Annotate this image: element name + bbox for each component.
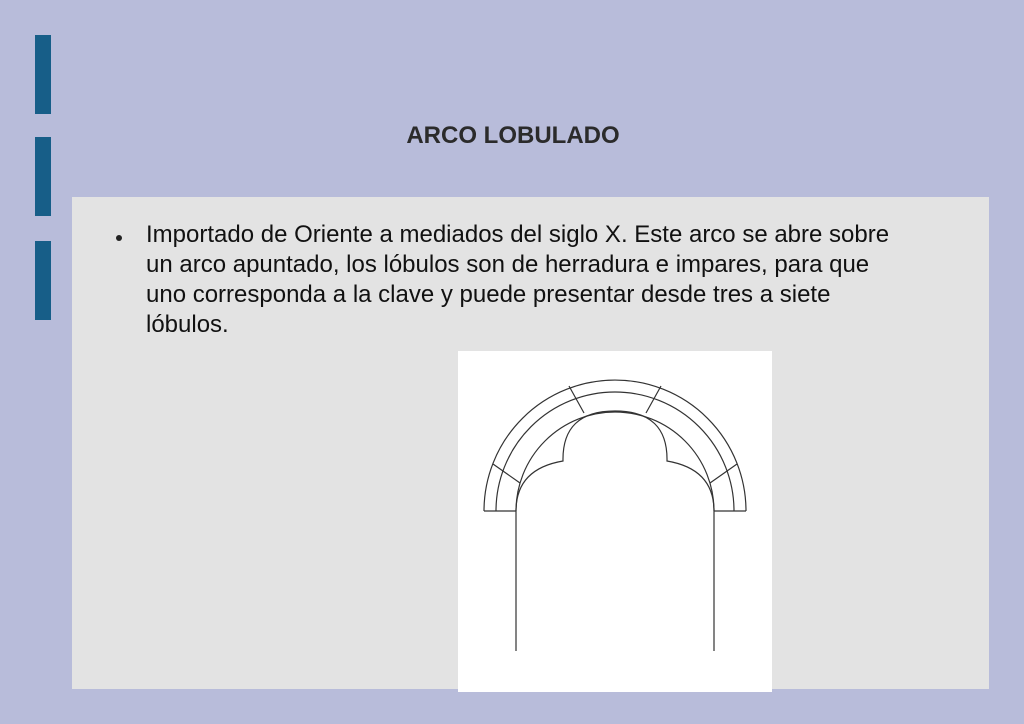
content-panel — [72, 197, 989, 689]
lobed-arch-drawing — [458, 351, 772, 692]
lobed-intrados — [516, 411, 714, 511]
decorative-bar-bottom — [35, 241, 51, 320]
decorative-bar-top — [35, 35, 51, 114]
lobed-arch-diagram — [458, 351, 772, 692]
arch-inner-curve — [516, 412, 714, 511]
bullet-item — [110, 220, 910, 340]
voussoir-joints — [493, 386, 737, 483]
bullet-text: Importado de Oriente a mediados del siglo X. Este arco se abre sobre un arco apuntado, los lóbulos son de herradura e impares, para que uno corresponda a la clave y puede presentar desde tres a siete lóbulos. — [146, 221, 890, 338]
arch-outer-curve — [484, 380, 746, 511]
arch-jambs — [516, 511, 714, 651]
slide-title: ARCO LOBULADO — [406, 122, 620, 149]
bullet-icon — [116, 235, 122, 241]
